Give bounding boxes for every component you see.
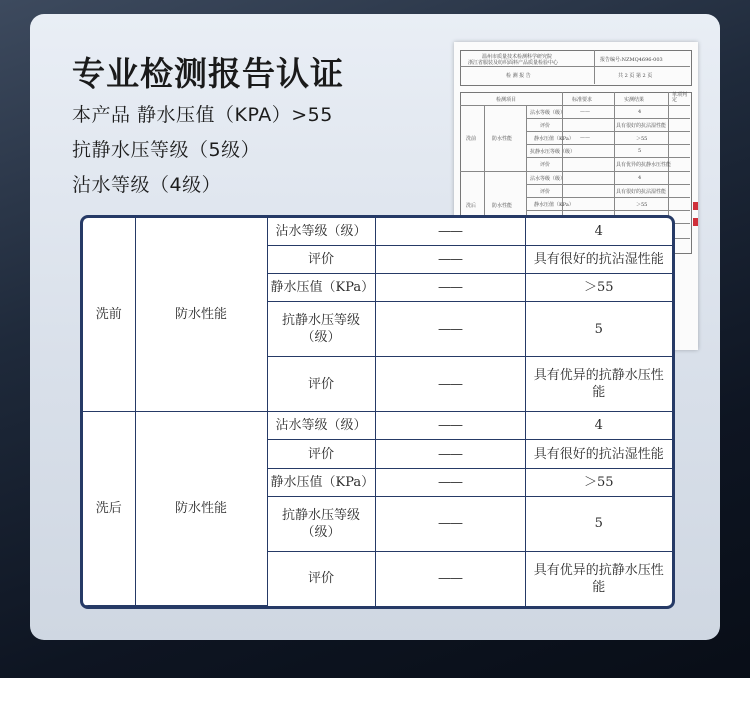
result-cell: 具有很好的抗沾湿性能 <box>525 245 672 273</box>
result-cell: 5 <box>525 302 672 357</box>
item-cell: 评价 <box>267 551 375 605</box>
test-results-table <box>80 215 675 609</box>
report-seal-mark <box>693 202 698 210</box>
standard-cell: —— <box>375 440 525 468</box>
report-category-after: 防水性能 <box>492 203 513 209</box>
item-cell: 抗静水压等级（级） <box>267 496 375 551</box>
report-phase-before: 洗前 <box>466 136 477 142</box>
result-cell: 具有很好的抗沾湿性能 <box>525 440 672 468</box>
phase-cell: 洗前 <box>83 218 135 412</box>
standard-cell: —— <box>375 302 525 357</box>
result-cell: 4 <box>525 412 672 440</box>
report-item: 沾水等级（级） <box>530 176 566 182</box>
item-cell: 沾水等级（级） <box>267 218 375 245</box>
report-standard: —— <box>580 109 590 115</box>
report-item: 抗静水压等级（级） <box>530 149 576 155</box>
report-item: 评价 <box>540 162 551 168</box>
spec-hydrostatic-grade: 抗静水压等级（5级） <box>72 139 261 161</box>
standard-cell: —— <box>375 274 525 302</box>
report-col-standard: 标准要求 <box>572 97 593 103</box>
item-cell: 评价 <box>267 440 375 468</box>
report-result: ＞55 <box>636 202 648 208</box>
report-item: 静水压值（KPa） <box>534 202 574 208</box>
category-cell: 防水性能 <box>135 412 267 606</box>
report-result: 5 <box>638 148 642 154</box>
report-section-title: 检 测 报 告 <box>506 73 531 79</box>
certification-card <box>30 14 720 640</box>
item-cell: 评价 <box>267 357 375 412</box>
standard-cell: —— <box>375 218 525 245</box>
standard-cell: —— <box>375 412 525 440</box>
report-result: 4 <box>638 175 642 181</box>
report-item: 沾水等级（级） <box>530 110 566 116</box>
report-category-before: 防水性能 <box>492 136 513 142</box>
result-cell: ＞55 <box>525 468 672 496</box>
result-cell: 4 <box>525 218 672 245</box>
bottom-strip <box>0 678 750 706</box>
report-standard: —— <box>580 135 590 141</box>
report-org-line2: 浙江省服装及纺织面料产品质量检验中心 <box>468 60 559 66</box>
report-col-item: 检测项目 <box>496 97 517 103</box>
report-phase-after: 洗后 <box>466 203 477 209</box>
item-cell: 静水压值（KPa） <box>267 274 375 302</box>
result-cell: ＞55 <box>525 274 672 302</box>
report-result: 具有优异的抗静水压性能 <box>616 162 672 168</box>
result-cell: 具有优异的抗静水压性能 <box>525 551 672 605</box>
item-cell: 沾水等级（级） <box>267 412 375 440</box>
report-result: 具有很好的抗沾湿性能 <box>616 123 667 129</box>
standard-cell: —— <box>375 496 525 551</box>
standard-cell: —— <box>375 245 525 273</box>
result-cell: 具有优异的抗静水压性能 <box>525 357 672 412</box>
report-page-number: 共 2 页 第 2 页 <box>618 73 653 79</box>
report-result: ＞55 <box>636 136 648 142</box>
report-item: 静水压值（KPa） <box>534 136 574 142</box>
report-seal-mark <box>693 218 698 226</box>
spec-water-repellency-grade: 沾水等级（4级） <box>72 174 222 196</box>
item-cell: 静水压值（KPa） <box>267 468 375 496</box>
report-number: 报告编号:NZMQ4696-003 <box>600 57 663 63</box>
category-cell: 防水性能 <box>135 218 267 412</box>
report-result: 具有很好的抗沾湿性能 <box>616 189 667 195</box>
report-col-verdict: 单项判定 <box>672 92 688 103</box>
standard-cell: —— <box>375 468 525 496</box>
report-result: 4 <box>638 109 642 115</box>
page-title: 专业检测报告认证 <box>72 54 344 93</box>
standard-cell: —— <box>375 357 525 412</box>
table-row <box>83 412 672 440</box>
report-item: 评价 <box>540 123 551 129</box>
standard-cell: —— <box>375 551 525 605</box>
report-org-line1: 温州市质量技术检测科学研究院 <box>482 54 553 60</box>
item-cell: 评价 <box>267 245 375 273</box>
result-cell: 5 <box>525 496 672 551</box>
table-row <box>83 218 672 245</box>
report-col-result: 实测结果 <box>624 97 645 103</box>
report-item: 评价 <box>540 189 551 195</box>
item-cell: 抗静水压等级（级） <box>267 302 375 357</box>
phase-cell: 洗后 <box>83 412 135 606</box>
spec-hydrostatic-pressure: 本产品 静水压值（KPA）>55 <box>72 104 333 126</box>
